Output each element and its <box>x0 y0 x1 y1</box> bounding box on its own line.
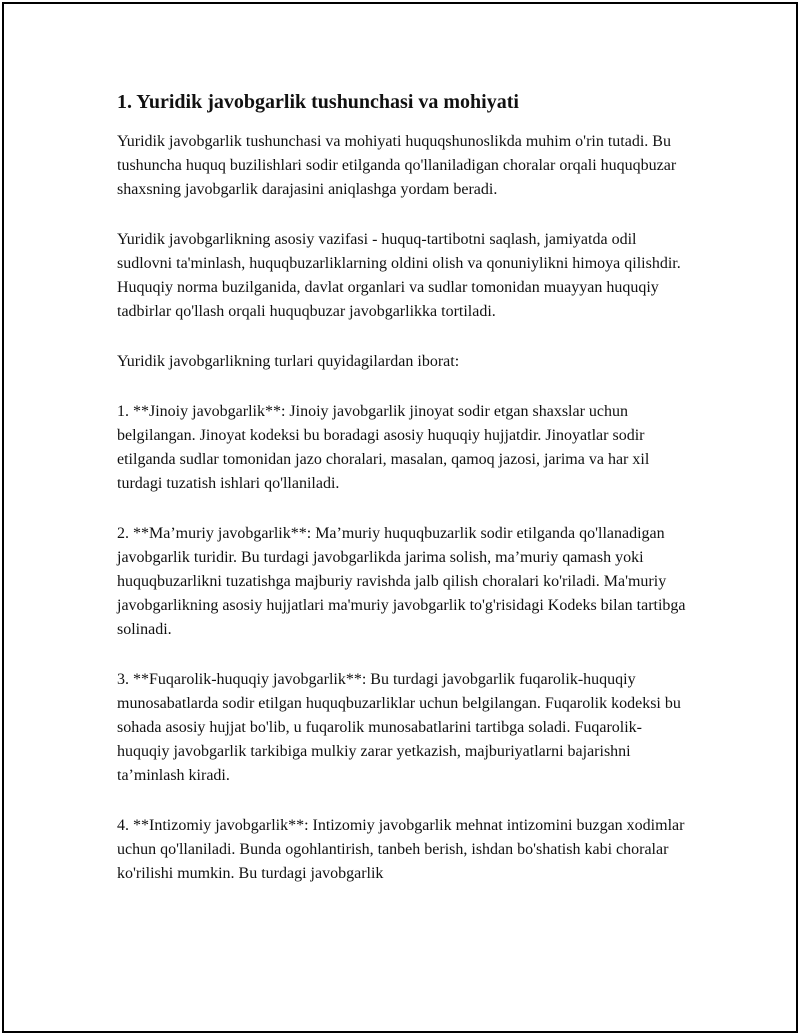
list-item-criminal: 1. **Jinoiy javobgarlik**: Jinoiy javobgarlik jinoyat sodir etgan shaxslar uchun belgilangan. Jinoyat kodeksi bu boradagi asosiy huquqiy hujjatdir. Jinoyatlar sodir etilganda sudlar tomonidan jazo choralari, masalan, qamoq jazosi, jarima va har xil turdagi tuzatish ishlari qo'llaniladi. <box>117 403 650 492</box>
list-item-disciplinary: 4. **Intizomiy javobgarlik**: Intizomiy javobgarlik mehnat intizomini buzgan xodimlar uchun qo'llaniladi. Bunda ogohlantirish, tanbeh berish, ishdan bo'shatish kabi choralar ko'rilishi mumkin. Bu turdagi javobgarlik <box>117 817 685 882</box>
list-item-administrative: 2. **Ma’muriy javobgarlik**: Ma’muriy huquqbuzarlik sodir etilganda qo'llanadigan javobgarlik turidir. Bu turdagi javobgarlikda jarima solish, ma’muriy qamash yoki huquqbuzarlikni tuzatishga majburiy ravishda jalb qilish choralari ko'riladi. Ma'muriy javobgarlikning asosiy hujjatlari ma'muriy javobgarlik to'g'risidagi Kodeks bilan tartibga solinadi. <box>117 525 686 638</box>
document-body <box>117 88 697 886</box>
paragraph-purpose: Yuridik javobgarlikning asosiy vazifasi - huquq-tartibotni saqlash, jamiyatda odil sudlovni ta'minlash, huquqbuzarliklarning oldini olish va qonuniylikni himoya qilishdir. Huquqiy norma buzilganida, davlat organlari va sudlar tomonidan muayyan huquqiy tadbirlar qo'llash orqali huquqbuzar javobgarlikka tortiladi. <box>117 231 681 320</box>
paragraph-intro: Yuridik javobgarlik tushunchasi va mohiyati huquqshunoslikda muhim o'rin tutadi. Bu tushuncha huquq buzilishlari sodir etilganda qo'llaniladigan choralar orqali huquqbuzar shaxsning javobgarlik darajasini aniqlashga yordam beradi. <box>117 133 677 198</box>
list-item-civil: 3. **Fuqarolik-huquqiy javobgarlik**: Bu turdagi javobgarlik fuqarolik-huquqiy munosabatlarda sodir etilgan huquqbuzarliklar uchun belgilangan. Fuqarolik kodeksi bu sohada asosiy hujjat bo'lib, u fuqarolik munosabatlarini tartibga soladi. Fuqarolik-huquqiy javobgarlik tarkibiga mulkiy zarar yetkazish, majburiyatlarni bajarishni ta’minlash kiradi. <box>117 671 681 784</box>
paragraph-types-intro: Yuridik javobgarlikning turlari quyidagilardan iborat: <box>117 353 460 370</box>
section-title: 1. Yuridik javobgarlik tushunchasi va mohiyati <box>117 91 519 113</box>
